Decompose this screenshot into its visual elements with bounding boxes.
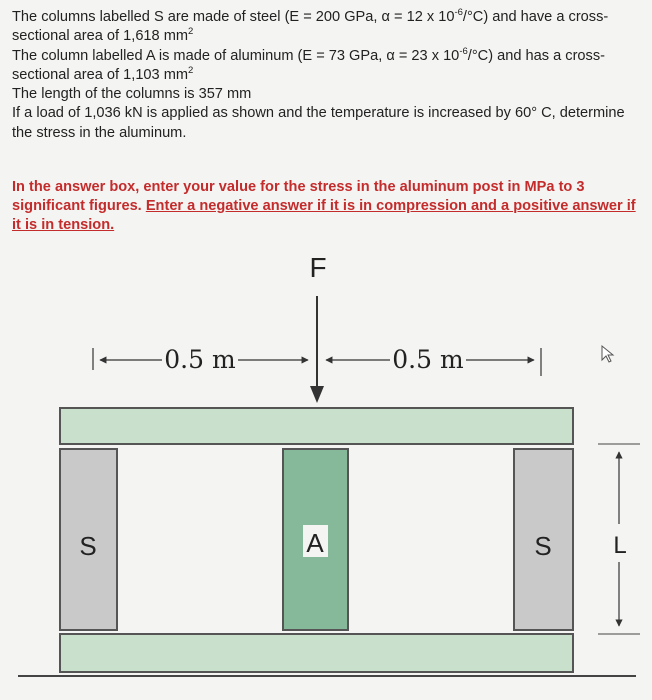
left-steel-label: S [79, 531, 97, 561]
steel-description: The columns labelled S are made of steel (E = 200 GPa, α = 12 x $10^{-6}/^\circ C$) and have a cross-sectional area of 1,618 $mm^2$ [12, 7, 609, 45]
bottom-plate [60, 634, 573, 672]
left-dimension-label: 0.5 m [164, 345, 236, 374]
column-length: The length of the columns is 357 mm [12, 86, 252, 102]
sign-convention-text: Enter a negative answer if it is in compression and a positive answer if it is in tension. [12, 197, 636, 233]
aluminum-label: A [306, 528, 324, 558]
force-arrow-head [310, 386, 324, 403]
length-label: L [613, 532, 627, 559]
aluminum-description: The column labelled A is made of aluminum (E = 73 GPa, α = 23 x $10^{-6}/^\circ C$) and has a cross-sectional area of 1,103 $mm^2$ [12, 45, 605, 83]
instruction-text: In the answer box, enter your value for the stress in the aluminum post in MPa to 3 significant figures. [12, 179, 585, 214]
force-label: F [309, 252, 327, 283]
right-steel-label: S [534, 531, 552, 561]
load-description: If a load of 1,036 kN is applied as shown and the temperature is increased by 60° C, determine the stress in the aluminum. [12, 105, 625, 141]
right-dimension-label: 0.5 m [392, 345, 464, 374]
cursor-icon [602, 346, 613, 362]
top-plate [60, 408, 573, 444]
